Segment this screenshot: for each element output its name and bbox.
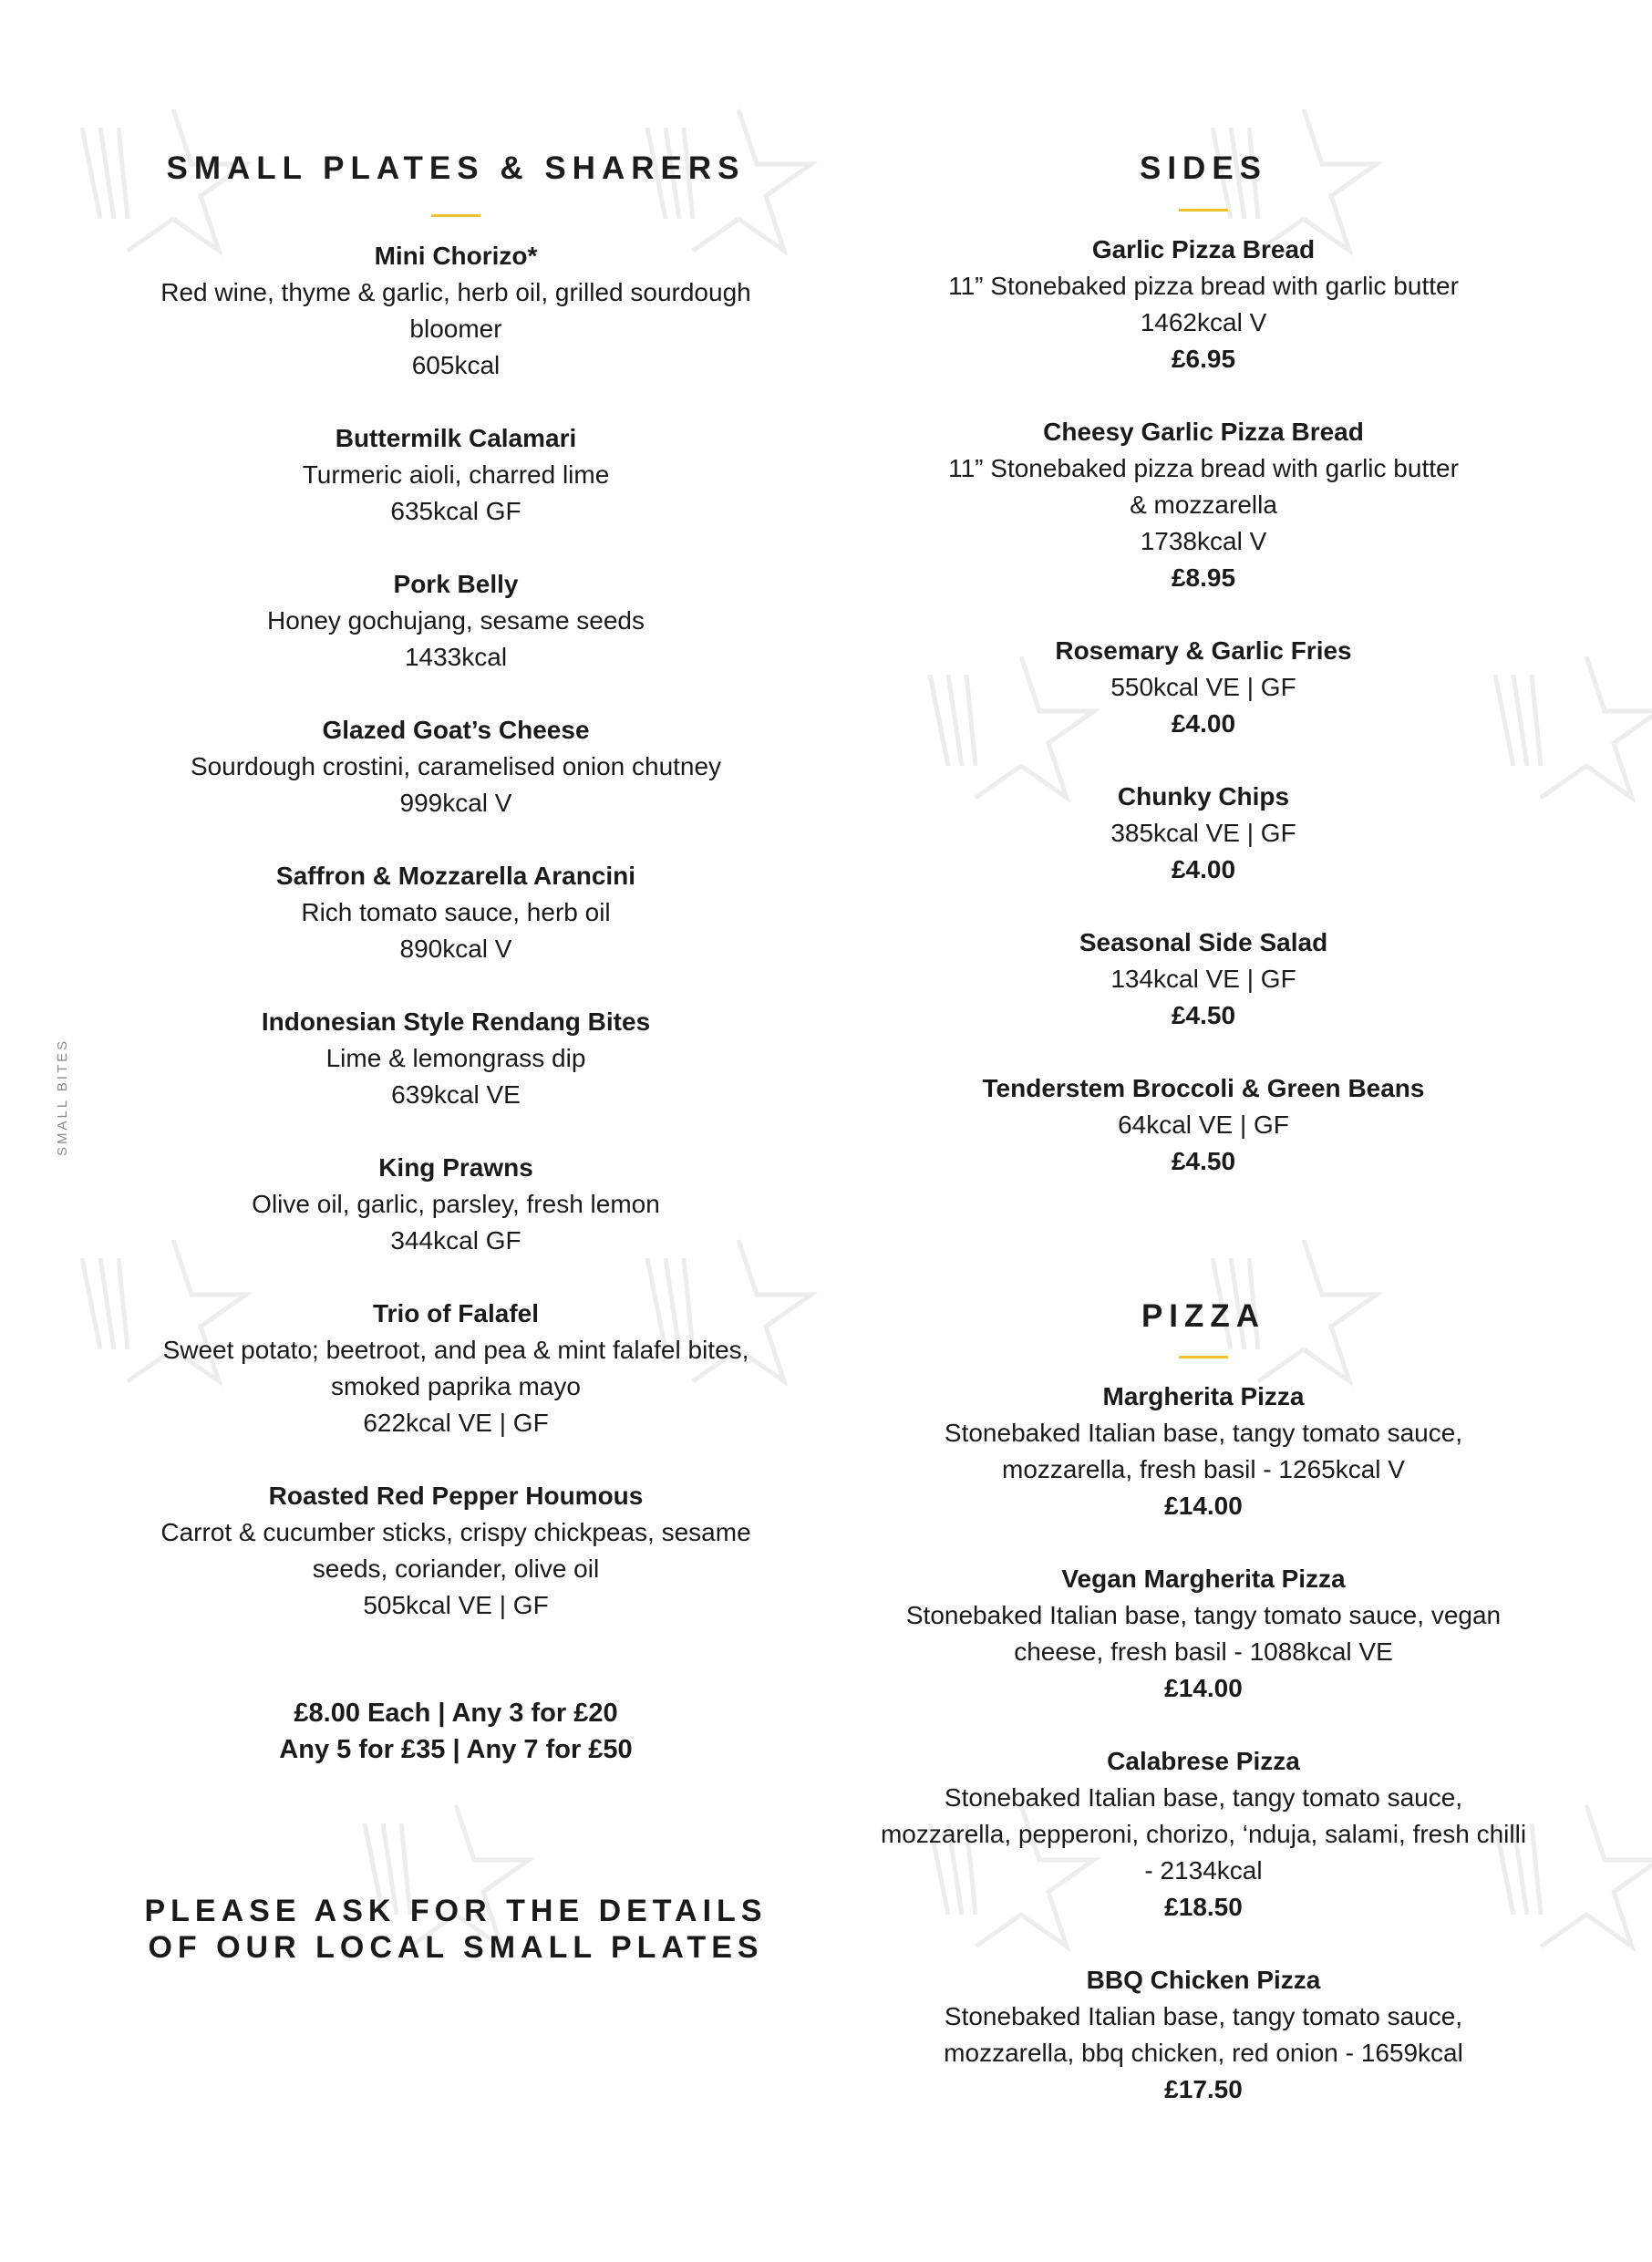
notice-line: OF OUR LOCAL SMALL PLATES (148, 1930, 764, 1965)
item-description: - 2134kcal (1144, 1856, 1263, 1885)
item-kcal: 550kcal VE | GF (1110, 673, 1296, 701)
item-kcal: 635kcal GF (390, 497, 521, 525)
menu-item (875, 779, 1532, 888)
menu-item (875, 232, 1532, 377)
item-description: seeds, coriander, olive oil (312, 1554, 600, 1583)
item-price: £8.95 (1171, 563, 1236, 592)
item-description: Carrot & cucumber sticks, crispy chickpeas, sesame (160, 1518, 751, 1546)
item-kcal: 890kcal V (399, 935, 512, 963)
item-description: Olive oil, garlic, parsley, fresh lemon (252, 1190, 660, 1218)
deal-line: £8.00 Each | Any 3 for £20 (294, 1699, 618, 1728)
item-price: £4.00 (1171, 855, 1236, 883)
side-label: SMALL BITES (55, 1038, 70, 1156)
section-title-pizza: PIZZA (1141, 1298, 1266, 1334)
item-name: Chunky Chips (1117, 782, 1290, 811)
item-description: cheese, fresh basil - 1088kcal VE (1014, 1637, 1393, 1666)
item-kcal: 622kcal VE | GF (363, 1409, 549, 1437)
item-name: BBQ Chicken Pizza (1086, 1966, 1321, 1994)
menu-item (875, 1962, 1532, 2108)
menu-item (875, 1743, 1532, 1926)
item-description: Stonebaked Italian base, tangy tomato sauce, vegan (905, 1601, 1502, 1629)
item-price: £14.00 (1164, 1674, 1243, 1702)
item-description: Stonebaked Italian base, tangy tomato sauce, (944, 1419, 1463, 1447)
menu-item (128, 858, 784, 967)
item-name: Margherita Pizza (1102, 1382, 1305, 1410)
item-name: Pork Belly (393, 570, 519, 598)
local-plates-notice (128, 1893, 784, 1966)
item-kcal: 385kcal VE | GF (1110, 819, 1296, 847)
item-kcal: 64kcal VE | GF (1118, 1110, 1289, 1139)
item-name: Calabrese Pizza (1107, 1747, 1300, 1775)
menu-item (875, 414, 1532, 596)
menu-item (875, 1379, 1532, 1524)
item-kcal: 999kcal V (399, 789, 512, 817)
item-name: Vegan Margherita Pizza (1061, 1565, 1346, 1593)
item-description: bloomer (409, 315, 502, 343)
item-description: mozzarella, pepperoni, chorizo, ‘nduja, salami, fresh chilli (880, 1820, 1527, 1848)
item-description: Red wine, thyme & garlic, herb oil, grilled sourdough (160, 278, 751, 306)
menu-item (875, 924, 1532, 1034)
item-price: £4.50 (1171, 1001, 1236, 1029)
title-underline (1179, 1356, 1228, 1358)
item-name: Seasonal Side Salad (1079, 928, 1328, 956)
item-kcal: 1462kcal V (1140, 308, 1267, 336)
menu-item (875, 1070, 1532, 1180)
item-name: Mini Chorizo* (374, 242, 538, 270)
item-name: Rosemary & Garlic Fries (1055, 636, 1352, 665)
item-price: £17.50 (1164, 2075, 1243, 2103)
pricing-deal (128, 1695, 784, 1768)
item-description: Stonebaked Italian base, tangy tomato sauce, (944, 1783, 1463, 1812)
item-description: Sweet potato; beetroot, and pea & mint falafel bites, (162, 1336, 749, 1364)
item-name: Glazed Goat’s Cheese (322, 716, 590, 744)
item-price: £18.50 (1164, 1893, 1243, 1921)
item-description: smoked paprika mayo (331, 1372, 581, 1400)
menu-item (128, 238, 784, 384)
menu-item (128, 566, 784, 676)
item-kcal: 134kcal VE | GF (1110, 965, 1296, 993)
item-description: Honey gochujang, sesame seeds (266, 606, 645, 635)
item-description: Stonebaked Italian base, tangy tomato sauce, (944, 2002, 1463, 2030)
item-name: King Prawns (378, 1153, 533, 1182)
menu-item (128, 1296, 784, 1441)
item-description: mozzarella, fresh basil - 1265kcal V (1002, 1455, 1405, 1483)
section-title-sides: SIDES (1139, 150, 1268, 186)
item-description: Lime & lemongrass dip (325, 1044, 586, 1072)
item-price: £14.00 (1164, 1492, 1243, 1520)
section-title-small-plates: SMALL PLATES & SHARERS (166, 150, 746, 186)
menu-item (128, 1150, 784, 1259)
item-description: 11” Stonebaked pizza bread with garlic butter (948, 454, 1459, 482)
item-description: Sourdough crostini, caramelised onion chutney (190, 752, 722, 780)
item-name: Cheesy Garlic Pizza Bread (1043, 418, 1364, 446)
item-price: £4.00 (1171, 709, 1236, 738)
item-price: £4.50 (1171, 1147, 1236, 1175)
item-name: Trio of Falafel (372, 1299, 540, 1327)
notice-line: PLEASE ASK FOR THE DETAILS (144, 1894, 768, 1928)
item-name: Buttermilk Calamari (335, 424, 577, 452)
item-name: Indonesian Style Rendang Bites (261, 1007, 651, 1036)
item-kcal: 344kcal GF (390, 1226, 521, 1255)
title-underline (431, 214, 480, 217)
item-description: & mozzarella (1130, 491, 1277, 519)
menu-item (128, 712, 784, 821)
item-description: 11” Stonebaked pizza bread with garlic butter (948, 272, 1459, 300)
item-kcal: 1738kcal V (1140, 527, 1267, 555)
menu-item (128, 1004, 784, 1113)
item-kcal: 605kcal (411, 351, 501, 379)
item-description: Turmeric aioli, charred lime (302, 460, 610, 489)
item-price: £6.95 (1171, 345, 1236, 373)
menu-item (128, 1478, 784, 1624)
item-description: mozzarella, bbq chicken, red onion - 1659kcal (944, 2039, 1463, 2067)
item-name: Roasted Red Pepper Houmous (268, 1482, 644, 1510)
item-name: Tenderstem Broccoli & Green Beans (982, 1074, 1425, 1102)
item-kcal: 1433kcal (404, 643, 508, 671)
menu-item (875, 1561, 1532, 1707)
menu-item (875, 633, 1532, 742)
item-kcal: 505kcal VE | GF (363, 1591, 549, 1619)
deal-line: Any 5 for £35 | Any 7 for £50 (279, 1735, 633, 1764)
item-name: Saffron & Mozzarella Arancini (275, 862, 636, 890)
item-kcal: 639kcal VE (391, 1080, 521, 1109)
title-underline (1179, 209, 1228, 212)
item-name: Garlic Pizza Bread (1091, 235, 1316, 263)
menu-item (128, 420, 784, 530)
item-description: Rich tomato sauce, herb oil (301, 898, 611, 926)
